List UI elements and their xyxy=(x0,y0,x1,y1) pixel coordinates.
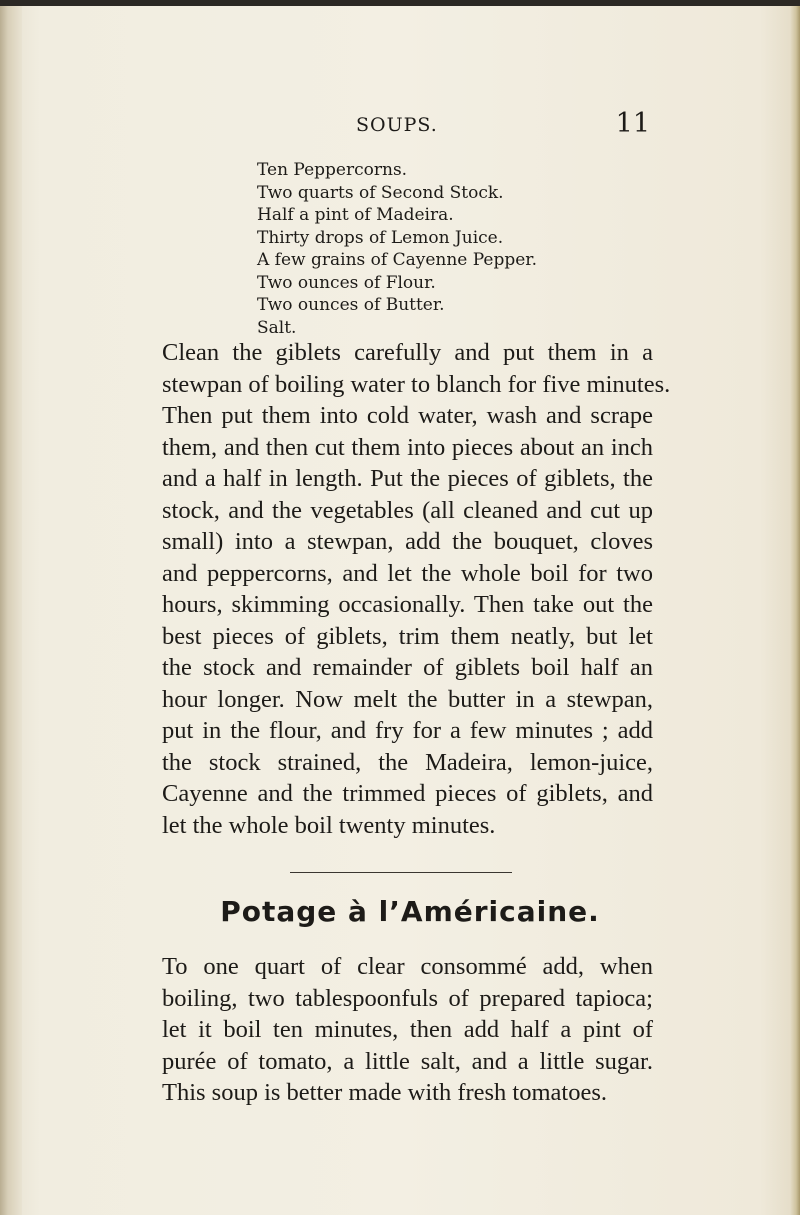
ingredient-item: Two ounces of Butter. xyxy=(257,295,445,315)
recipe-paragraph xyxy=(162,951,653,1109)
ingredient-item: A few grains of Cayenne Pepper. xyxy=(257,250,537,270)
recipe-line: boiling, two tablespoonfuls of prepared tapioca; xyxy=(162,984,653,1012)
method-paragraph xyxy=(162,337,671,841)
ingredient-item: Salt. xyxy=(257,317,297,338)
recipe-line: This soup is better made with fresh tomatoes. xyxy=(162,1079,607,1106)
section-divider xyxy=(290,872,512,873)
ingredient-list xyxy=(257,159,677,339)
method-line: hour longer. Now melt the butter in a stewpan, xyxy=(162,685,653,713)
binding-gutter xyxy=(0,6,22,1215)
method-line: small) into a stewpan, add the bouquet, cloves xyxy=(162,528,653,555)
method-line: put in the flour, and fry for a few minutes ; add xyxy=(162,717,653,744)
running-head xyxy=(120,108,650,144)
method-line: hours, skimming occasionally. Then take out the xyxy=(162,591,653,618)
recipe-line: let it boil ten minutes, then add half a pint of xyxy=(162,1016,653,1043)
method-line: and a half in length. Put the pieces of giblets, the xyxy=(162,465,653,492)
ingredient-item: Ten Peppercorns. xyxy=(257,160,408,180)
method-line: the stock strained, the Madeira, lemon-juice, xyxy=(162,748,653,776)
page-top-edge xyxy=(0,0,800,6)
ingredient-item: Two ounces of Flour. xyxy=(257,272,436,293)
method-line: stewpan of boiling water to blanch for five minutes. xyxy=(162,370,671,398)
recipe-title: Potage à l’Américaine. xyxy=(220,895,600,928)
method-line: stock, and the vegetables (all cleaned and cut up xyxy=(162,496,653,524)
method-line: best pieces of giblets, trim them neatly, but let xyxy=(162,622,653,650)
page-number: 11 xyxy=(615,108,650,139)
method-line: Clean the giblets carefully and put them in a xyxy=(162,339,653,366)
recipe-line: To one quart of clear consommé add, when xyxy=(162,953,653,980)
page-right-edge xyxy=(790,6,800,1215)
method-line: the stock and remainder of giblets boil half an xyxy=(162,654,653,681)
ingredient-item: Thirty drops of Lemon Juice. xyxy=(257,227,504,248)
ingredient-item: Half a pint of Madeira. xyxy=(257,205,454,225)
ingredient-item: Two quarts of Second Stock. xyxy=(257,182,504,203)
method-line: Cayenne and the trimmed pieces of giblets, and xyxy=(162,780,653,807)
method-line: Then put them into cold water, wash and scrape xyxy=(162,402,653,429)
method-line: them, and then cut them into pieces about an inch xyxy=(162,433,653,461)
method-line: let the whole boil twenty minutes. xyxy=(162,811,496,839)
recipe-line: purée of tomato, a little salt, and a little sugar. xyxy=(162,1047,653,1075)
method-line: and peppercorns, and let the whole boil for two xyxy=(162,559,653,587)
running-title: SOUPS. xyxy=(356,114,438,136)
